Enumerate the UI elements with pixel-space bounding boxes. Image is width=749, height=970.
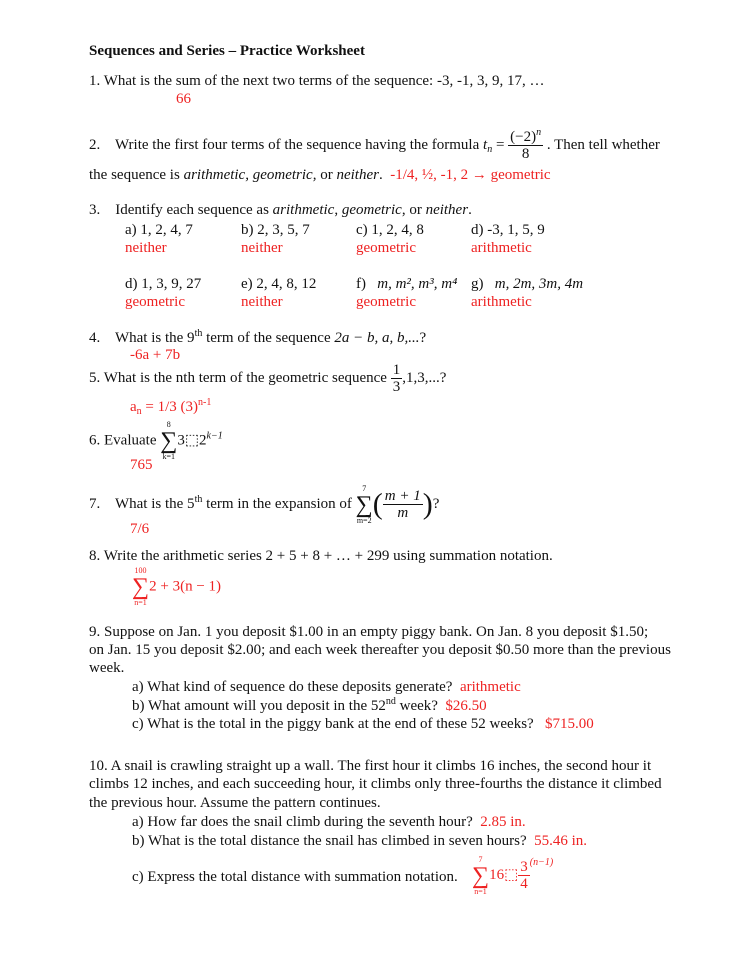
q3-t2: , — [334, 202, 342, 218]
q10-frac-num: 3 — [520, 859, 528, 876]
q7-upper: 7 — [362, 483, 367, 493]
q5-fraction — [391, 362, 403, 395]
q2-formula-exp: n — [536, 127, 542, 138]
q5-frac-den: 3 — [392, 379, 401, 395]
q10-frac-den: 4 — [520, 876, 528, 893]
q9-line-1: 9. Suppose on Jan. 1 you deposit $1.00 in an empty piggy bank. On Jan. 8 you deposit $1.50; — [89, 624, 649, 640]
q9-a-text: a) What kind of sequence do these deposits generate? — [132, 679, 453, 695]
sigma-icon: 8 ∑ k=1 — [160, 420, 178, 461]
q10-lower: n=1 — [474, 886, 487, 896]
question-2-line2 — [89, 166, 551, 184]
q3-t6: . — [468, 202, 472, 218]
q2-text-after: . Then tell whether — [546, 136, 660, 153]
q6-upper: 8 — [166, 420, 171, 429]
q4-text-b: term of the sequence — [202, 330, 335, 346]
question-5 — [89, 362, 446, 395]
q4-sup: th — [194, 328, 203, 339]
q2-num: 2. — [89, 136, 101, 153]
question-1: 1. What is the sum of the next two terms of the sequence: -3, -1, 3, 9, 17, … — [89, 73, 545, 89]
q7-lower: m=2 — [356, 515, 372, 525]
q10-line-1: 10. A snail is crawling straight up a wall. The first hour it climbs 16 inches, the second hour it — [89, 758, 652, 774]
question-6 — [89, 420, 223, 462]
q3-answer-e: neither — [241, 294, 283, 310]
q2-or: or — [316, 167, 337, 183]
q3-num: 3. — [89, 202, 101, 218]
a5-sub: n — [136, 406, 142, 417]
q10-b-text: b) What is the total distance the snail has climbed in seven hours? — [132, 833, 527, 849]
q4-num: 4. — [89, 330, 101, 346]
q9-b-sup: nd — [385, 696, 396, 707]
q3-t1: arithmetic — [272, 202, 335, 218]
q10-b — [132, 832, 587, 850]
q4-end: ? — [419, 330, 427, 346]
q7-sup: th — [194, 494, 203, 505]
q2-neither: neither — [336, 167, 379, 183]
answer-7: 7/6 — [130, 521, 150, 537]
q3-item-c: c) 1, 2, 4, 8 — [356, 222, 424, 238]
q9-a-answer: arithmetic — [459, 679, 521, 695]
question-8: 8. Write the arithmetic series 2 + 5 + 8 + … + 299 using summation notation. — [89, 548, 553, 564]
answer-1: 66 — [176, 91, 191, 107]
q2-formula-fraction — [508, 129, 543, 162]
q3-item-b: b) 2, 3, 5, 7 — [241, 222, 310, 238]
q10-line-2: climbs 12 inches, and each succeeding hour, it climbs only three-fourths the distance it climbed — [89, 776, 662, 792]
q4-text-a: What is the 9 — [114, 330, 195, 346]
q10-line-3: the previous hour. Assume the pattern continues. — [89, 795, 381, 811]
q2-arith: arithmetic, geometric, — [183, 167, 317, 183]
q3-answer-c: geometric — [356, 240, 416, 256]
answer-4: -6a + 7b — [130, 347, 181, 363]
q10-upper: 7 — [478, 854, 483, 864]
q9-line-3: week. — [89, 660, 125, 676]
a5-b: = 1/3 (3) — [141, 399, 199, 415]
q3-t3: geometric — [341, 202, 402, 218]
q10-c — [132, 868, 458, 886]
q7-num-expr: m + 1 — [384, 488, 421, 505]
q3-item-f — [356, 275, 457, 293]
q3-item-g — [471, 275, 583, 293]
q10-a-text: a) How far does the snail climb during the seventh hour? — [132, 814, 473, 830]
q9-c-answer: $715.00 — [544, 716, 594, 732]
question-4 — [89, 329, 426, 347]
q10-b-answer: 55.46 in. — [534, 833, 588, 849]
answer-8 — [132, 566, 221, 608]
q9-b — [132, 697, 487, 715]
q10-c-text: c) Express the total distance with summation notation. — [132, 869, 458, 885]
q2-formula-num: (−2) — [510, 129, 537, 145]
q3-item-g-math: m, 2m, 3m, 4m — [494, 276, 584, 292]
q5-rest: ,1,3,...? — [402, 369, 447, 386]
q10-a — [132, 813, 526, 831]
q2-formula-den: 8 — [521, 146, 530, 162]
q8-body: 2 + 3(n − 1) — [149, 578, 222, 595]
q3-t5: neither — [425, 202, 469, 218]
q10-a-answer: 2.85 in. — [480, 814, 526, 830]
q9-c — [132, 715, 594, 733]
sigma-icon: 7 ∑ m=2 — [355, 483, 373, 525]
q8-upper: 100 — [134, 566, 147, 575]
q3-item-f-math: m, m², m³, m⁴ — [377, 276, 458, 292]
q5-frac-num: 1 — [392, 362, 401, 378]
q10-exp: (n−1) — [529, 857, 554, 868]
sigma-icon: 100 ∑ n=1 — [132, 566, 150, 607]
answer-6: 765 — [130, 457, 153, 473]
q2-formula-lhs: t — [483, 136, 488, 153]
q3-item-d: d) -3, 1, 5, 9 — [471, 222, 545, 238]
q3-item-e: e) 2, 4, 8, 12 — [241, 276, 317, 292]
q10-body: 16⬚ — [489, 867, 519, 883]
q6-exp: k−1 — [206, 430, 223, 442]
q3-answer-b: neither — [241, 240, 283, 256]
q9-a — [132, 678, 521, 696]
q9-b-text-b: week? — [395, 698, 438, 714]
q7-end: ? — [432, 496, 440, 512]
q7-num: 7. — [89, 496, 101, 512]
question-3 — [89, 201, 472, 219]
question-2: 2. Write the first four terms of the sequence having the formula $t_n$ = $\frac{(-2)^n}{8}$ . Then tell whether — [89, 127, 660, 162]
q9-b-text-a: b) What amount will you deposit in the 52 — [132, 698, 386, 714]
q7-text-b: term in the expansion of — [202, 496, 352, 512]
q3-answer-g: arithmetic — [471, 294, 532, 310]
question-7: 7. What is the 5th term in the expansion of 7 ∑ m=2 ( $\frac{m + 1}{m}$ )? — [89, 483, 440, 525]
q2-end: . — [378, 167, 383, 183]
q3-item-f-label: f) — [356, 276, 366, 292]
q9-line-2: on Jan. 15 you deposit $2.00; and each week thereafter you deposit $0.50 more than the previous — [89, 642, 671, 658]
q3-item-d2: d) 1, 3, 9, 27 — [125, 276, 202, 292]
q7-text-a: What is the 5 — [114, 496, 195, 512]
q6-text: 6. Evaluate — [89, 432, 157, 449]
sigma-icon: 7 ∑ n=1 — [472, 854, 490, 896]
q2-text: Write the first four terms of the sequence having the formula — [114, 136, 480, 153]
q3-answer-d: arithmetic — [471, 240, 532, 256]
a5-a: a — [130, 399, 137, 415]
q9-c-text: c) What is the total in the piggy bank at the end of these 52 weeks? — [132, 716, 534, 732]
q2-formula-sub: n — [487, 143, 493, 155]
q8-lower: n=1 — [134, 598, 147, 607]
q7-den-expr: m — [397, 505, 409, 522]
q6-lower: k=1 — [162, 452, 176, 461]
q3-answer-d2: geometric — [125, 294, 185, 310]
answer-5 — [130, 398, 211, 416]
a5-sup: n-1 — [198, 397, 212, 408]
q4-math: 2a − b, a, b,... — [334, 330, 420, 346]
q5-text: 5. What is the nth term of the geometric sequence — [89, 369, 387, 386]
q3-text: Identify each sequence as — [115, 202, 273, 218]
q3-item-g-label: g) — [471, 276, 484, 292]
q3-answer-a: neither — [125, 240, 167, 256]
q3-answer-f: geometric — [356, 294, 416, 310]
page-title: Sequences and Series – Practice Worksheet — [89, 43, 365, 59]
q3-t4: , or — [401, 202, 426, 218]
q9-b-answer: $26.50 — [445, 698, 487, 714]
q2-line2: the sequence is — [89, 167, 184, 183]
q6-body: 3⬚2 — [177, 432, 207, 449]
q10-c-answer — [472, 850, 553, 900]
answer-2: -1/4, ½, -1, 2 → geometric — [390, 167, 551, 183]
q3-item-a: a) 1, 2, 4, 7 — [125, 222, 193, 238]
